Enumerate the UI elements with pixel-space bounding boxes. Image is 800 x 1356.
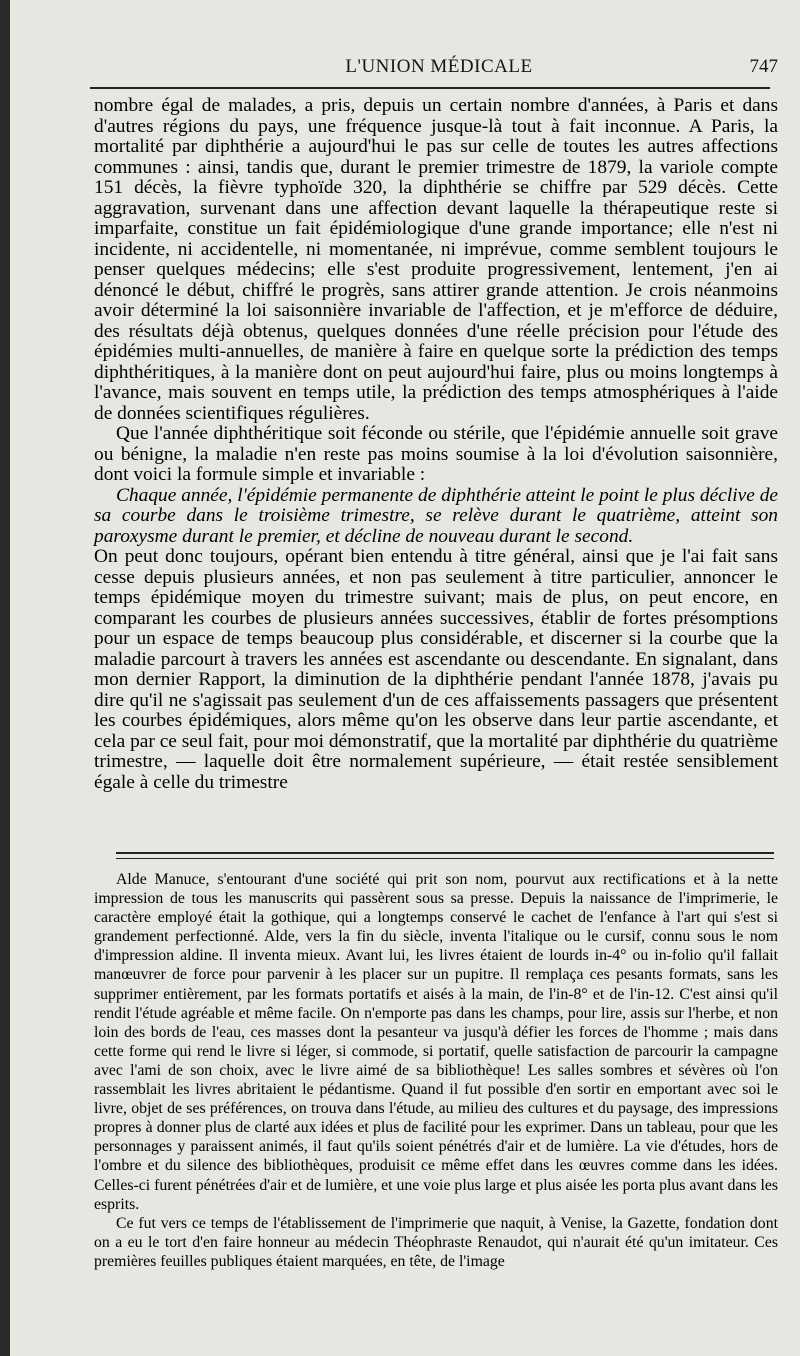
feuilleton-rule (116, 852, 774, 859)
main-paragraph-2: Que l'année diphthéritique soit féconde ou stérile, que l'épidémie annuelle soit grave ou bénigne, la maladie n'en reste pas moins soumise à la loi d'évolution saisonnière, dont voici la formule simple et invariable : (94, 423, 778, 485)
seasonal-law-statement: Chaque année, l'épidémie permanente de diphthérie atteint le point le plus déclive de sa courbe dans le troisième trimestre, se relève durant le quatrième, atteint son paroxysme durant le premier, et décline de nouveau durant le second. (94, 484, 778, 547)
page-header (94, 56, 784, 80)
running-title: L'UNION MÉDICALE (345, 56, 533, 77)
feuilleton-text (94, 870, 778, 1271)
feuilleton-paragraph-2: Ce fut vers ce temps de l'établissement de l'imprimerie que naquit, à Venise, la Gazette, fondation dont on a eu le tort d'en faire honneur au médecin Théophraste Renaudot, qui n'aurait été qu'un imitateur. Ces premières feuilles publiques étaient marquées, en tête, de l'image (94, 1214, 778, 1270)
main-paragraph-1: nombre égal de malades, a pris, depuis un certain nombre d'années, à Paris et dans d'autres régions du pays, une fréquence jusque-là tout à fait inconnue. A Paris, la mortalité par diphthérie a aujourd'hui le pas sur celle de toutes les autres affections communes : ainsi, tandis que, durant le premier trimestre de 1879, la variole compte 151 décès, la fièvre typhoïde 320, la diphthérie se chiffre par 529 décès. Cette aggravation, survenant dans une affection devant laquelle la thérapeutique reste si imparfaite, constitue un fait épidémiologique d'une grande importance; elle n'est ni incidente, ni accidentelle, ni momentanée, ni imprévue, comme semblent toujours le penser quelques médecins; elle s'est produite progressivement, lentement, j'en ai dénoncé le début, chiffré le progrès, sans attirer grande attention. Je crois néanmoins avoir déterminé la loi saisonnière invariable de l'affection, et je m'efforce de déduire, des résultats déjà obtenus, quelques données d'une réelle précision pour l'étude des épidémies multi-annuelles, de manière à faire en quelque sorte la prédiction des temps diphthéritiques, à la manière dont on peut aujourd'hui faire, plus ou moins longtemps à l'avance, mais souvent en temps utile, la prédiction des temps atmosphériques à l'aide de données scientifiques régulières. (94, 95, 778, 424)
main-paragraph-4: On peut donc toujours, opérant bien entendu à titre général, ainsi que je l'ai fait sans cesse depuis plusieurs années, et non pas seulement à titre particulier, annoncer le temps épidémique moyen du trimestre suivant; mais de plus, on peut encore, en comparant les courbes de plusieurs années successives, établir de fortes présomptions pour un espace de temps beaucoup plus considérable, et discerner si la courbe que la maladie parcourt à travers les années est ascendante ou descendante. En signalant, dans mon dernier Rapport, la diminution de la diphthérie pendant l'année 1878, j'avais pu dire qu'il ne s'agissait pas seulement d'un de ces affaissements passagers que présentent les courbes épidémiques, alors même qu'on les observe dans leur partie ascendante, et cela par ce seul fait, pour moi démonstratif, que la mortalité par diphthérie du quatrième trimestre, — laquelle doit être normalement supérieure, — était restée sensiblement égale à celle du trimestre (94, 546, 778, 793)
page-number: 747 (749, 56, 778, 77)
main-text (94, 96, 778, 793)
feuilleton-paragraph-1: Alde Manuce, s'entourant d'une société qui prit son nom, pourvut aux rectifications et à la nette impression de tous les manuscrits qui passèrent sous sa presse. Depuis la naissance de l'imprimerie, le caractère employé était la gothique, qui a longtemps conservé le cachet de l'enfance à l'art qui s'est si grandement perfectionné. Alde, vers la fin du siècle, inventa l'italique ou le cursif, connu sous le nom d'impression aldine. Il inventa mieux. Avant lui, les livres étaient de lourds in-4° ou in-folio qu'il fallait manœuvrer de force pour parvenir à les placer sur un pupitre. Il remplaça ces pesants formats, sans les supprimer entièrement, par les formats portatifs et aisés à la main, de l'in-8° et de l'in-12. C'est ainsi qu'il rendit l'étude agréable et même facile. On n'emporte pas dans les champs, pour lire, assis sur l'herbe, et non loin des bords de l'eau, ces masses dont la pesanteur va jusqu'à défier les forces de l'homme ; mais dans cette forme qui rend le livre si léger, si commode, si portatif, quelle satisfaction de parcourir la campagne avec l'ami de son choix, avec le livre aimé de sa bibliothèque! Les salles sombres et sévères où l'on rassemblait les livres abritaient le pédantisme. Quand il fut possible d'en sortir en emportant avec soi le livre, objet de ses préférences, on trouva dans l'étude, au milieu des cultures et du paysage, des impressions propres à donner plus de clarté aux idées et plus de facilité pour les exprimer. Dans un tableau, pour que les personnages y paraissent animés, il faut qu'ils soient pénétrés d'air et de lumière. La vie d'études, hors de l'ombre et du silence des bibliothèques, produisit ce même effet dans les œuvres comme dans les idées. Celles-ci furent pénétrées d'air et de lumière, et une voie plus large et plus aisée les porta plus avant dans les esprits. (94, 871, 778, 1213)
header-rule (90, 87, 770, 89)
